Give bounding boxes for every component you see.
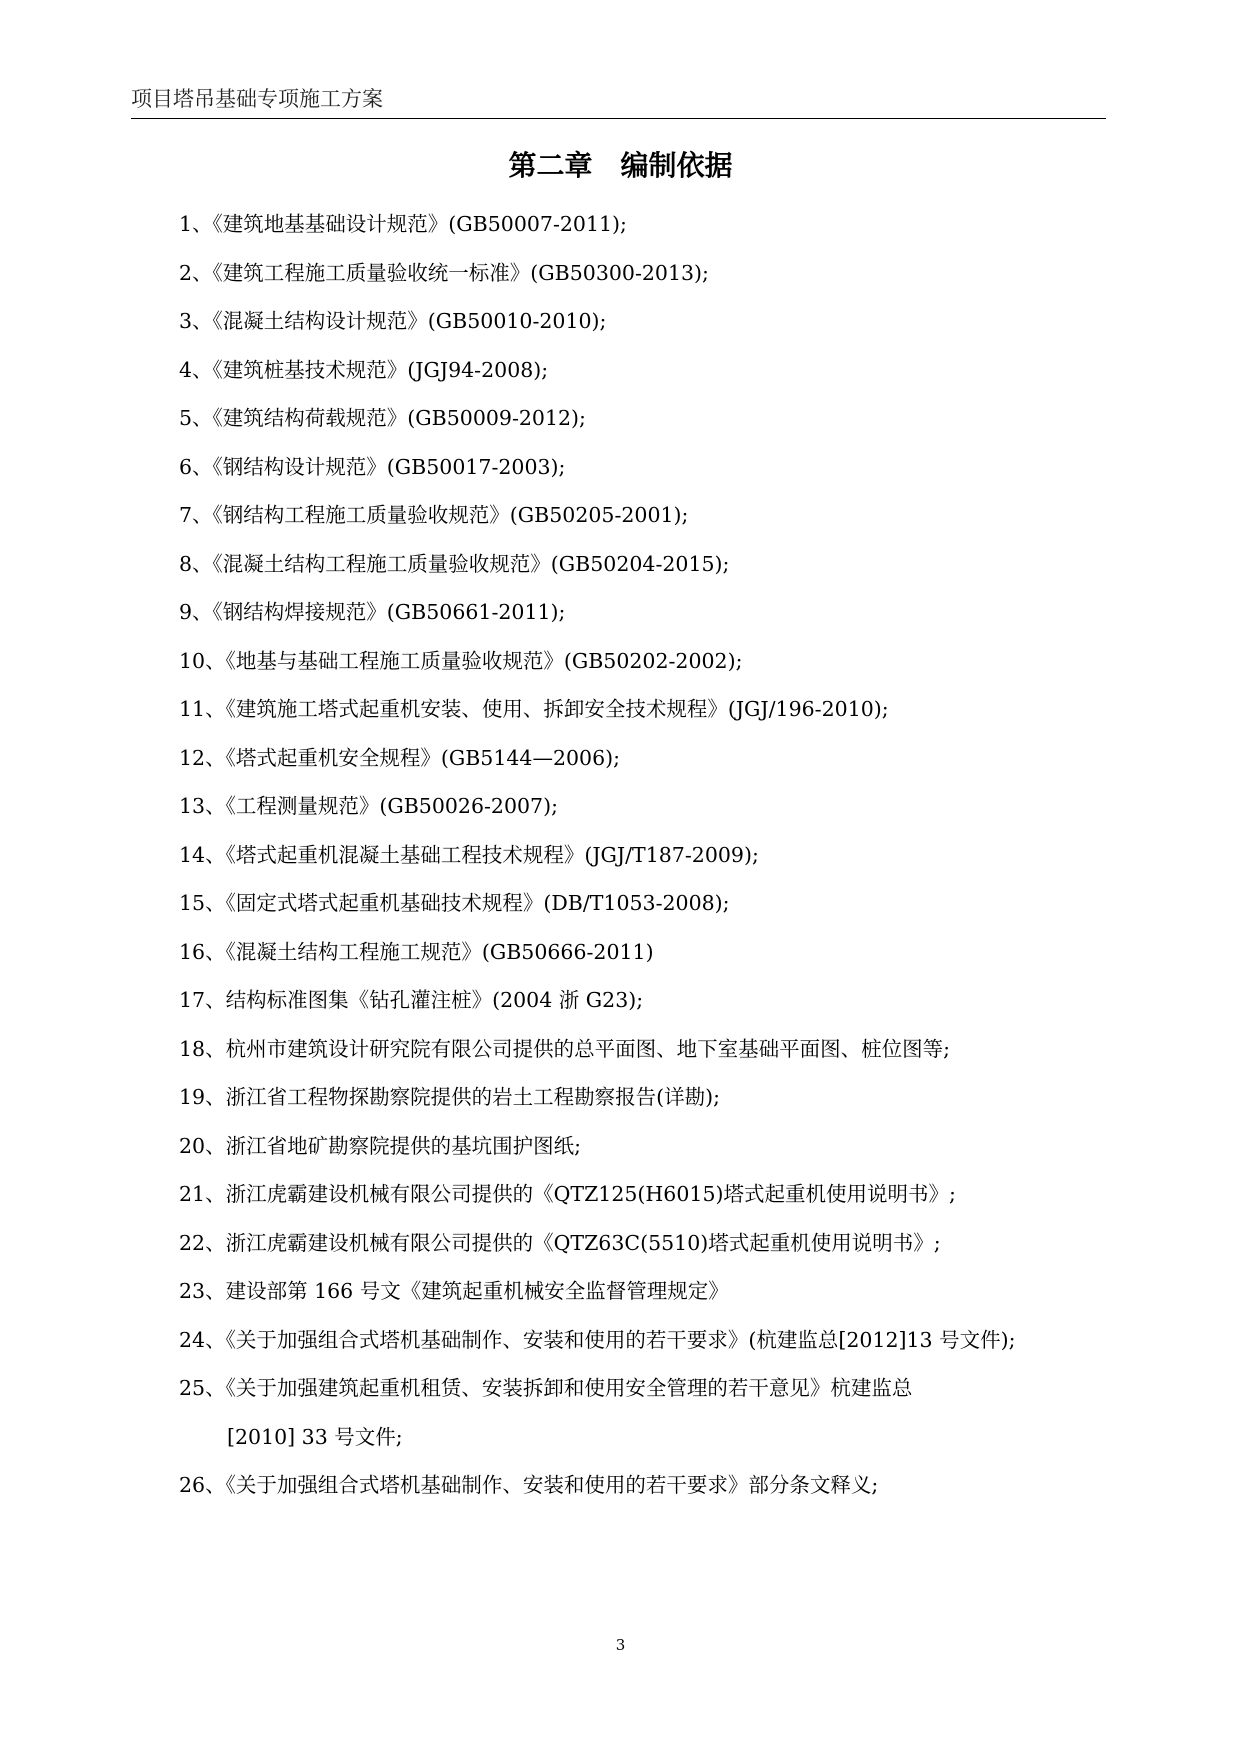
page-number: 3: [615, 1636, 626, 1654]
reference-item: 20、浙江省地矿勘察院提供的基坑围护图纸;: [179, 1133, 581, 1158]
reference-item: 15、《固定式塔式起重机基础技术规程》(DB/T1053-2008);: [179, 891, 730, 915]
reference-item: 6、《钢结构设计规范》(GB50017-2003);: [179, 454, 566, 479]
reference-item: 5、《建筑结构荷载规范》(GB50009-2012);: [179, 406, 586, 430]
reference-item: 7、《钢结构工程施工质量验收规范》(GB50205-2001);: [179, 503, 689, 527]
page-header: [131, 86, 1106, 120]
chapter-title: 第二章 编制依据: [508, 149, 733, 182]
reference-item: 16、《混凝土结构工程施工规范》(GB50666-2011): [179, 939, 654, 964]
reference-item: 11、《建筑施工塔式起重机安装、使用、拆卸安全技术规程》(JGJ/196-2010);: [179, 697, 889, 721]
reference-item: 22、浙江虎霸建设机械有限公司提供的《QTZ63C(5510)塔式起重机使用说明书》;: [179, 1230, 941, 1255]
reference-item-25-line2: [2010] 33 号文件;: [227, 1424, 403, 1449]
reference-item: 8、《混凝土结构工程施工质量验收规范》(GB50204-2015);: [179, 551, 730, 576]
reference-item-26: 26、《关于加强组合式塔机基础制作、安装和使用的若干要求》部分条文释义;: [179, 1473, 879, 1497]
reference-item: 10、《地基与基础工程施工质量验收规范》(GB50202-2002);: [179, 648, 743, 673]
reference-item: 13、《工程测量规范》(GB50026-2007);: [179, 794, 558, 818]
reference-item: 3、《混凝土结构设计规范》(GB50010-2010);: [179, 309, 607, 333]
reference-item-24: 24、《关于加强组合式塔机基础制作、安装和使用的若干要求》(杭建监总[2012]13 号文件);: [179, 1327, 1016, 1352]
reference-list: [131, 200, 1111, 1510]
reference-item: 12、《塔式起重机安全规程》(GB5144—2006);: [179, 745, 621, 770]
header-title: 项目塔吊基础专项施工方案: [131, 87, 383, 111]
header-divider: [131, 118, 1106, 119]
reference-item: 2、《建筑工程施工质量验收统一标准》(GB50300-2013);: [179, 260, 709, 285]
reference-item-25: [131, 1364, 1111, 1461]
reference-item: 23、建设部第 166 号文《建筑起重机械安全监督管理规定》: [179, 1279, 729, 1303]
reference-item: 9、《钢结构焊接规范》(GB50661-2011);: [179, 600, 566, 624]
reference-item: 19、浙江省工程物探勘察院提供的岩土工程勘察报告(详勘);: [179, 1085, 720, 1109]
reference-item: 4、《建筑桩基技术规范》(JGJ94-2008);: [179, 357, 549, 382]
reference-item: 1、《建筑地基基础设计规范》(GB50007-2011);: [179, 212, 627, 236]
reference-item: 18、杭州市建筑设计研究院有限公司提供的总平面图、地下室基础平面图、桩位图等;: [179, 1036, 950, 1061]
reference-item-25-line1: 25、《关于加强建筑起重机租赁、安装拆卸和使用安全管理的若干意见》杭建监总: [179, 1376, 913, 1400]
reference-item: 17、结构标准图集《钻孔灌注桩》(2004 浙 G23);: [179, 988, 644, 1012]
reference-item: 14、《塔式起重机混凝土基础工程技术规程》(JGJ/T187-2009);: [179, 842, 759, 867]
reference-item: 21、浙江虎霸建设机械有限公司提供的《QTZ125(H6015)塔式起重机使用说明书》;: [179, 1182, 956, 1206]
